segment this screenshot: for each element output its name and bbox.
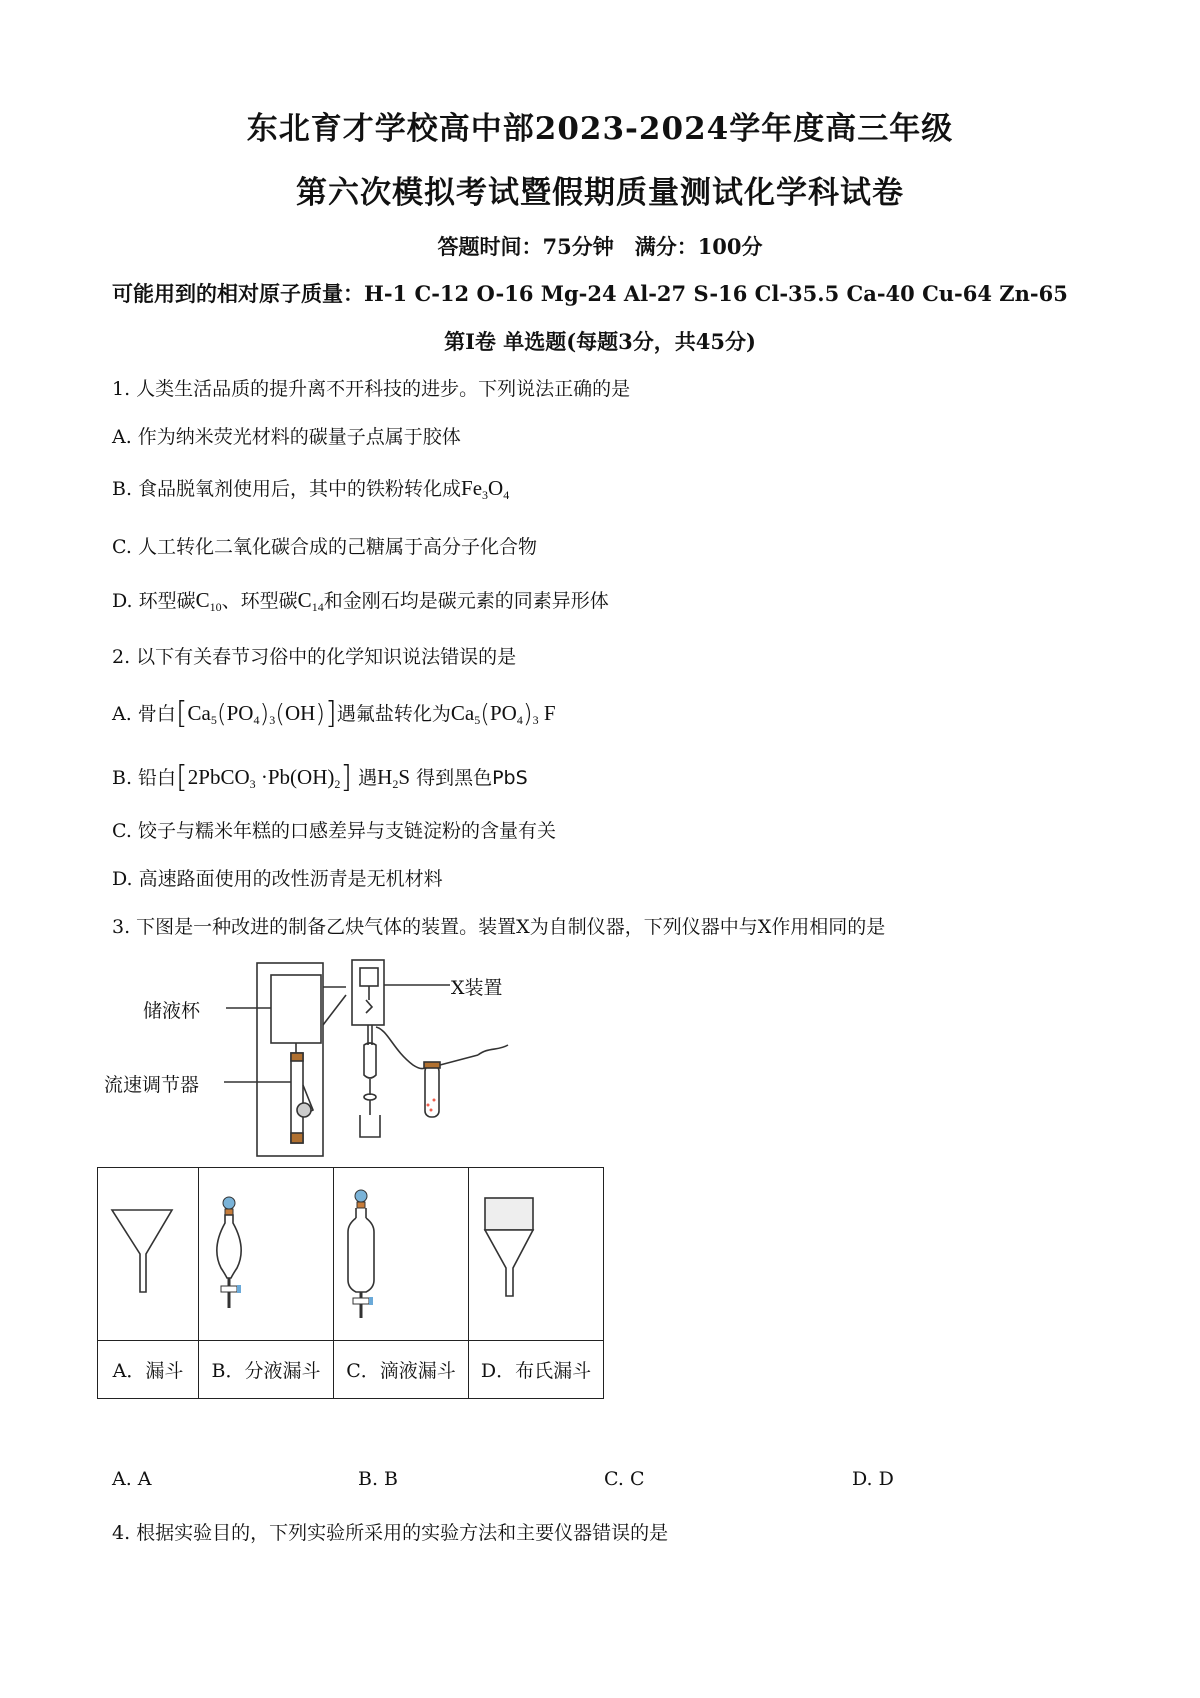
option-c-label: C．滴液漏斗: [334, 1341, 469, 1399]
buchner-funnel-cell: [469, 1168, 604, 1341]
q1-option-d: D. 环型碳$C_{10}$、环型碳$C_{14}$和金刚石均是碳元素的同素异形体: [112, 588, 609, 614]
q4-stem: 4. 根据实验目的，下列实验所采用的实验方法和主要仪器错误的是: [112, 1522, 669, 1544]
option-b-label: B．分液漏斗: [199, 1341, 334, 1399]
q2-option-d: D. 高速路面使用的改性沥青是无机材料: [112, 868, 443, 890]
option-a-label: A．漏斗: [98, 1341, 199, 1399]
acetylene-apparatus-figure: [104, 955, 528, 1160]
q2-stem: 2. 以下有关春节习俗中的化学知识说法错误的是: [112, 646, 517, 668]
buchner-funnel-icon: [469, 1168, 603, 1340]
label-reservoir: 储液杯: [143, 1000, 201, 1022]
answer-c[interactable]: C. C: [604, 1468, 645, 1490]
q1-option-a: A. 作为纳米荧光材料的碳量子点属于胶体: [112, 426, 461, 448]
exam-title-line2: 第六次模拟考试暨假期质量测试化学科试卷: [296, 175, 904, 211]
answer-d[interactable]: D. D: [852, 1468, 894, 1490]
q2-option-a: A. 骨白$[Ca_5(PO_4)_3(OH)]$遇氟盐转化为$Ca_5(PO_4)_3$ F: [112, 696, 556, 731]
exam-title-line1: 东北育才学校高中部2023-2024学年度高三年级: [246, 111, 954, 147]
separatory-funnel-cell: [199, 1168, 334, 1341]
q1-stem: 1. 人类生活品质的提升离不开科技的进步。下列说法正确的是: [112, 378, 631, 400]
funnel-icon: [98, 1168, 198, 1340]
time-info: 答题时间：75分钟 满分：100分: [437, 234, 763, 259]
q2-option-b: B. 铅白[2PbCO$_3$ $\cdot Pb(OH)_2$] 遇$H_2S$ 得到黑色PbS: [112, 760, 528, 795]
answer-b[interactable]: B. B: [358, 1468, 399, 1490]
q3-stem: 3. 下图是一种改进的制备乙炔气体的装置。装置X为自制仪器，下列仪器中与X作用相同的是: [112, 916, 886, 938]
option-d-label: D．布氏漏斗: [469, 1341, 604, 1399]
label-x-device: X装置: [451, 977, 503, 999]
separatory-funnel-icon: [199, 1168, 333, 1340]
atomic-masses: 可能用到的相对原子质量：H-1 C-12 O-16 Mg-24 Al-27 S-16 Cl-35.5 Ca-40 Cu-64 Zn-65: [112, 281, 1068, 306]
q2-option-c: C. 饺子与糯米年糕的口感差异与支链淀粉的含量有关: [112, 820, 556, 842]
section-heading: 第Ⅰ卷 单选题(每题3分，共45分): [444, 329, 756, 354]
answer-a[interactable]: A. A: [112, 1468, 152, 1490]
q1-option-b: B. 食品脱氧剂使用后，其中的铁粉转化成$Fe_3O_4$: [112, 476, 510, 502]
dropping-funnel-icon: [334, 1168, 468, 1340]
q3-options-table: [97, 1167, 604, 1399]
label-flow-regulator: 流速调节器: [104, 1074, 200, 1096]
funnel-cell: [98, 1168, 199, 1341]
q1-option-c: C. 人工转化二氧化碳合成的己糖属于高分子化合物: [112, 536, 537, 558]
dropping-funnel-cell: [334, 1168, 469, 1341]
